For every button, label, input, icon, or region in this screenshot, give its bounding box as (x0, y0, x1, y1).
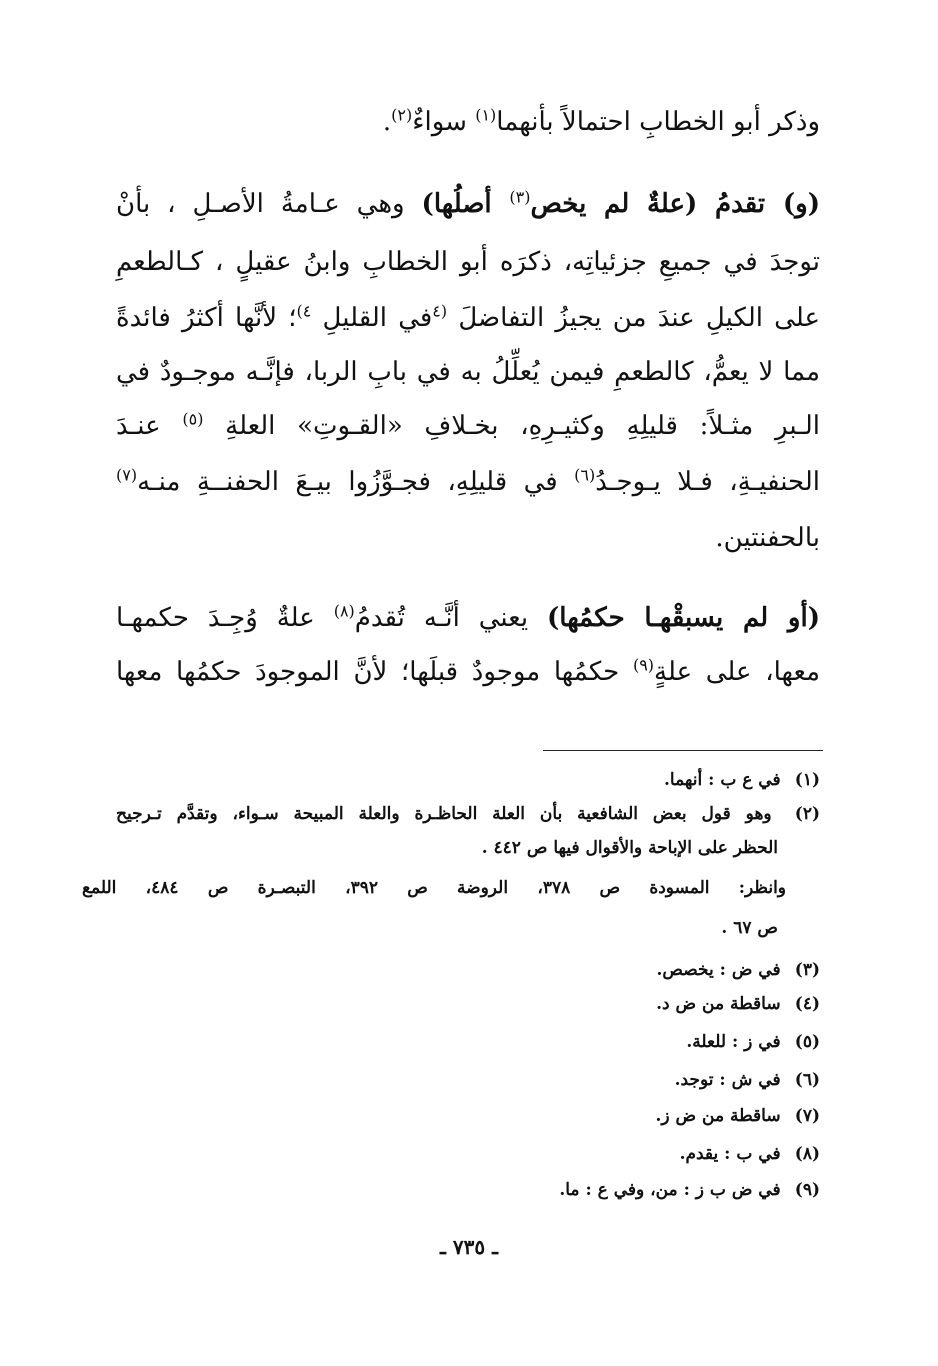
body-text: توجدَ في جميعِ جزئياتِه، ذكرَه أبو الخطابِ وابنُ عقيلٍ ، كـالطعمِ (116, 247, 820, 277)
body-line-7 (116, 462, 820, 502)
body-text: . (382, 107, 392, 137)
page-number: ـ ٧٣٥ ـ (440, 1235, 498, 1259)
footnote-text: وهو قول بعض الشافعية بأن العلة الحاظـرة والعلة المبيحة سـواء، وتقدَّم تـرجيح (116, 804, 772, 824)
footnote-number: (٥) (794, 1032, 820, 1052)
footnote-4 (116, 990, 820, 1018)
footnote-2-continued (74, 834, 820, 862)
footnote-number: (٢) (794, 804, 820, 824)
body-text: يعني أنَّـه تُقدمُ (354, 603, 547, 633)
footnote-ref-6: (٦) (574, 465, 596, 485)
body-line-2 (116, 184, 820, 224)
body-text: سواءٌ (412, 107, 476, 137)
footnote-number: (٦) (794, 1070, 820, 1090)
matn-text: (و) تقدمُ (علةٌ لم يخص (530, 189, 820, 219)
body-text: ؛ لأنَّها أكثرُ فائدةً (116, 303, 297, 333)
body-text: على الكيلِ عندَ من يجيزُ التفاضلَ (447, 303, 820, 333)
footnote-text: في ز : للعلة. (686, 1032, 781, 1052)
footnote-ref-3: (٣) (509, 187, 531, 207)
footnote-number: (٣) (794, 960, 820, 980)
footnote-2-see-also (82, 874, 820, 902)
footnote-text: ساقطة من ض ز. (655, 1106, 781, 1126)
footnote-number: (٧) (794, 1106, 820, 1126)
body-line-1 (116, 102, 820, 142)
footnote-2-see-also-end (74, 914, 820, 942)
body-text: في قليلِهِ، فجـوَّزُوا بيـعَ الحفنــةِ منـه (137, 467, 575, 497)
matn-text: (أو لم يسبقْهـا حكمُها) (546, 603, 820, 633)
footnote-3 (116, 956, 820, 984)
footnote-text: في ش : توجد. (674, 1070, 781, 1090)
body-line-3 (116, 242, 820, 282)
body-text: حكمُها موجودٌ قبلَها؛ لأنَّ الموجودَ حكمُها معها (116, 657, 633, 687)
footnote-text: في ض : يخصص. (656, 960, 781, 980)
footnote-text: ساقطة من ض د. (656, 994, 781, 1014)
footnote-ref-9: (٩) (632, 655, 655, 675)
footnote-separator (543, 750, 823, 751)
footnote-6 (116, 1066, 820, 1094)
body-line-10 (116, 652, 820, 692)
body-text: وذكر أبو الخطابِ احتمالاً بأنهما (496, 107, 820, 137)
footnote-5 (116, 1028, 820, 1056)
footnote-1 (116, 766, 820, 794)
footnote-ref-2: (٢) (391, 105, 413, 125)
footnote-ref-8: (٨) (333, 601, 355, 621)
footnote-number: (٩) (794, 1180, 820, 1200)
footnote-text: في ب : يقدم. (679, 1144, 781, 1164)
body-text: وهي عـامةُ الأصـلِ ، بأنْ (116, 189, 422, 219)
body-text: الحنفيـةِ، فـلا يـوجـدُ (595, 467, 820, 497)
footnote-text: وانظر: المسودة ص ٣٧٨، الروضة ص ٣٩٢، التبصـرة ص ٤٨٤، اللمع (82, 878, 787, 898)
footnote-ref-1: (١) (475, 105, 497, 125)
body-text: في القليلِ (311, 303, 433, 333)
footnote-number: (١) (794, 770, 820, 790)
footnote-2 (116, 800, 820, 828)
body-text: بالحفنتين. (715, 523, 820, 553)
footnote-text: ص ٦٧ . (721, 918, 778, 938)
matn-text: أصلُها) (421, 189, 510, 219)
footnote-8 (116, 1140, 820, 1168)
body-line-5 (116, 352, 820, 392)
body-line-9 (116, 598, 820, 638)
footnote-ref-4-close: ٤) (296, 301, 312, 321)
body-line-6 (116, 406, 820, 446)
body-text: علةٌ وُجِـدَ حكمهـا (116, 603, 334, 633)
footnote-number: (٤) (794, 994, 820, 1014)
footnote-text: في ع ب : أنهما. (663, 770, 781, 790)
footnote-text: في ض ب ز : من، وفي ع : ما. (559, 1180, 781, 1200)
footnote-ref-4-open: (٤ (432, 301, 448, 321)
body-text: عنـدَ (116, 411, 183, 441)
footnote-7 (116, 1102, 820, 1130)
footnote-9 (116, 1176, 820, 1204)
footnote-number: (٨) (794, 1144, 820, 1164)
body-text: الـبرِ مثـلاً: قليلِهِ وكثيـرِهِ، بخـلافِ «القـوتِ» العلةِ (203, 411, 821, 441)
body-line-4 (116, 298, 820, 338)
footnote-ref-5: (٥) (182, 409, 204, 429)
body-text: مما لا يعمُّ، كالطعمِ فيمن يُعلِّلُ به في بابِ الربا، فإنَّـه موجـودٌ في (116, 357, 820, 387)
footnote-ref-7: (٧) (116, 465, 138, 485)
body-text: معها، على علةٍ (654, 657, 820, 687)
body-line-8 (116, 518, 820, 558)
footnote-text: الحظر على الإباحة والأقوال فيها ص ٤٤٢ . (481, 838, 778, 858)
